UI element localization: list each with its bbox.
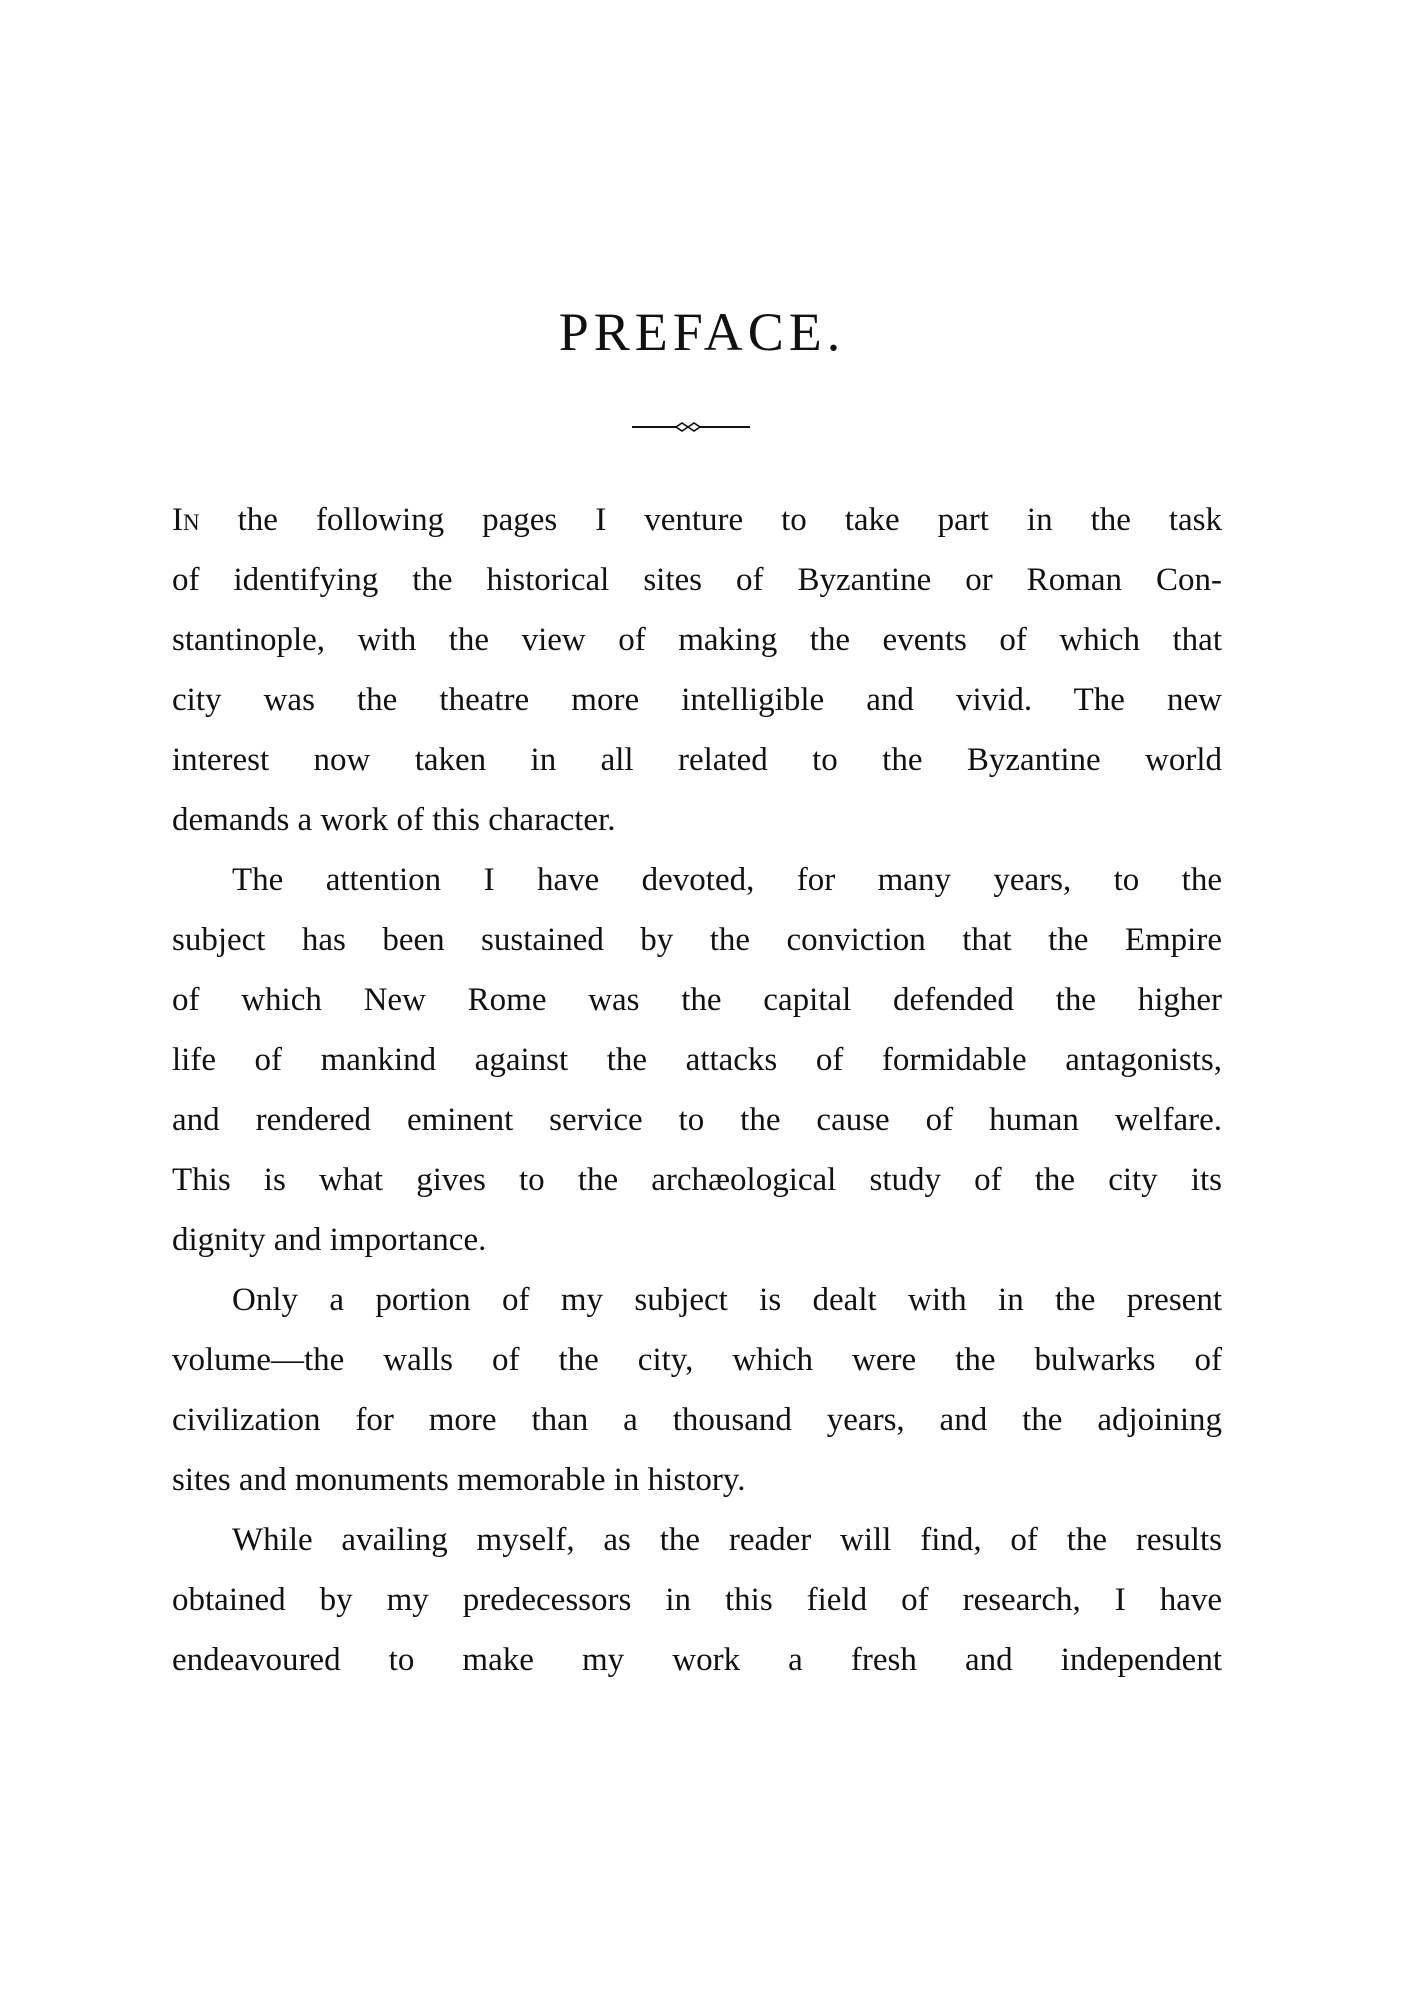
- text-line: volume—the walls of the city, which were the bulwarks of: [172, 1342, 1222, 1378]
- text-line: life of mankind against the attacks of formidable antagonists,: [172, 1042, 1222, 1078]
- preface-body: [172, 490, 1222, 1690]
- text-line: stantinople, with the view of making the events of which that: [172, 622, 1222, 658]
- paragraph-4: [172, 1510, 1222, 1690]
- text-line: civilization for more than a thousand years, and the adjoining: [172, 1402, 1222, 1438]
- text-line: While availing myself, as the reader will find, of the results: [232, 1522, 1222, 1558]
- paragraph-3: [172, 1270, 1222, 1510]
- page-title: PREFACE.: [558, 302, 846, 362]
- text-line: In the following pages I venture to take part in the task: [172, 502, 1222, 538]
- drop-lead-word: In: [172, 502, 200, 538]
- text-line: subject has been sustained by the conviction that the Empire: [172, 922, 1222, 958]
- text-line: demands a work of this character.: [172, 802, 616, 838]
- text-line: The attention I have devoted, for many years, to the: [232, 862, 1222, 898]
- paragraph-1: [172, 490, 1222, 850]
- divider-ornament: [632, 420, 750, 434]
- text-line: obtained by my predecessors in this field of research, I have: [172, 1582, 1222, 1618]
- paragraph-2: [172, 850, 1222, 1270]
- text-line: endeavoured to make my work a fresh and independent: [172, 1642, 1222, 1678]
- text-line: This is what gives to the archæological study of the city its: [172, 1162, 1222, 1198]
- text-line: of which New Rome was the capital defended the higher: [172, 982, 1222, 1018]
- text-line: sites and monuments memorable in history.: [172, 1462, 746, 1498]
- text-line: of identifying the historical sites of Byzantine or Roman Con-: [172, 562, 1222, 598]
- text-line: interest now taken in all related to the Byzantine world: [172, 742, 1222, 778]
- text-line: Only a portion of my subject is dealt with in the present: [232, 1282, 1222, 1318]
- text-line: and rendered eminent service to the cause of human welfare.: [172, 1102, 1222, 1138]
- text-line: city was the theatre more intelligible and vivid. The new: [172, 682, 1222, 718]
- text-line: dignity and importance.: [172, 1222, 487, 1258]
